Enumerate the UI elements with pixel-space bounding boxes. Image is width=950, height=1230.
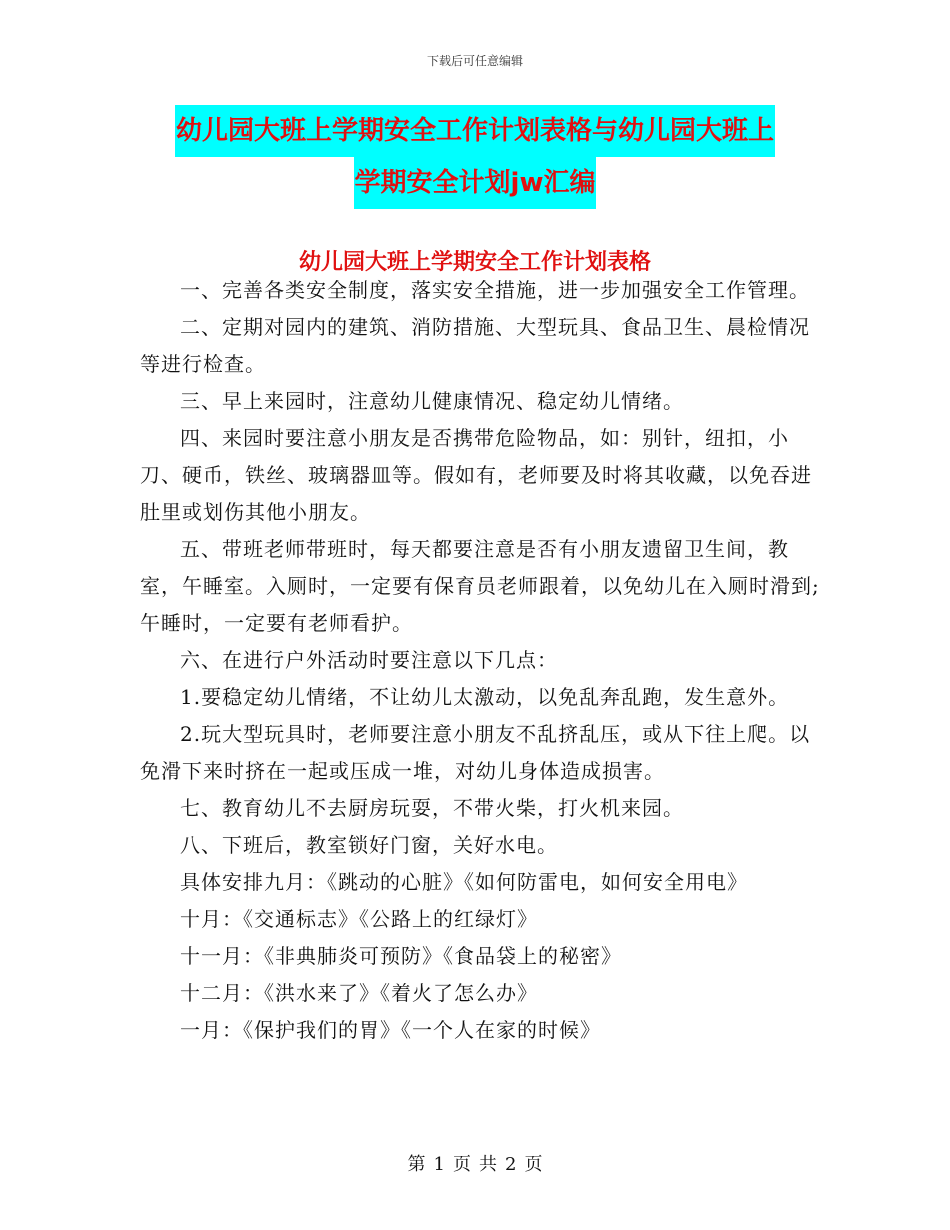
footer-suffix: 页 (524, 1154, 543, 1175)
paragraph: 二、定期对园内的建筑、消防措施、大型玩具、食品卫生、晨检情况等进行检查。 (140, 315, 810, 376)
paragraph: 1.要稳定幼儿情绪，不让幼儿太激动，以免乱奔乱跑，发生意外。 (180, 685, 790, 709)
document-body (140, 272, 820, 1049)
paragraph: 三、早上来园时，注意幼儿健康情况、稳定幼儿情绪。 (180, 389, 684, 413)
paragraph: 七、教育幼儿不去厨房玩耍，不带火柴，打火机来园。 (180, 796, 684, 820)
document-title-line-2: 学期安全计划jw汇编 (354, 157, 597, 209)
paragraph: 六、在进行户外活动时要注意以下几点： (180, 648, 558, 672)
paragraph: 八、下班后，教室锁好门窗，关好水电。 (180, 833, 558, 857)
schedule-item: 十月：《交通标志》《公路上的红绿灯》 (180, 907, 538, 931)
page-number-footer (0, 1153, 950, 1177)
schedule-item: 具体安排九月：《跳动的心脏》《如何防雷电，如何安全用电》 (180, 870, 748, 894)
page-header-note: 下载后可任意编辑 (426, 54, 523, 68)
schedule-item: 十一月：《非典肺炎可预防》《食品袋上的秘密》 (180, 944, 622, 968)
schedule-item: 一月：《保护我们的胃》《一个人在家的时候》 (180, 1018, 601, 1042)
paragraph: 一、完善各类安全制度，落实安全措施，进一步加强安全工作管理。 (180, 278, 810, 302)
paragraph: 2.玩大型玩具时，老师要注意小朋友不乱挤乱压，或从下往上爬。以免滑下来时挤在一起或压成一堆，对幼儿身体造成损害。 (140, 722, 811, 783)
paragraph: 四、来园时要注意小朋友是否携带危险物品，如：别针，纽扣，小刀、硬币，铁丝、玻璃器皿等。假如有，老师要及时将其收藏，以免吞进肚里或划伤其他小朋友。 (140, 426, 812, 524)
footer-page-word: 页 (453, 1154, 471, 1175)
document-title (0, 105, 950, 209)
footer-prefix: 第 (407, 1154, 426, 1175)
schedule-item: 十二月：《洪水来了》《着火了怎么办》 (180, 981, 538, 1005)
section-title: 幼儿园大班上学期安全工作计划表格 (298, 250, 651, 275)
current-page-number: 1 (433, 1154, 445, 1175)
paragraph: 五、带班老师带班时，每天都要注意是否有小朋友遗留卫生间，教室，午睡室。入厕时，一定要有保育员老师跟着，以免幼儿在入厕时滑到;午睡时，一定要有老师看护。 (140, 537, 820, 635)
total-page-number: 2 (505, 1154, 517, 1175)
footer-total-word: 共 (479, 1154, 497, 1175)
document-title-line-1: 幼儿园大班上学期安全工作计划表格与幼儿园大班上 (175, 105, 775, 157)
